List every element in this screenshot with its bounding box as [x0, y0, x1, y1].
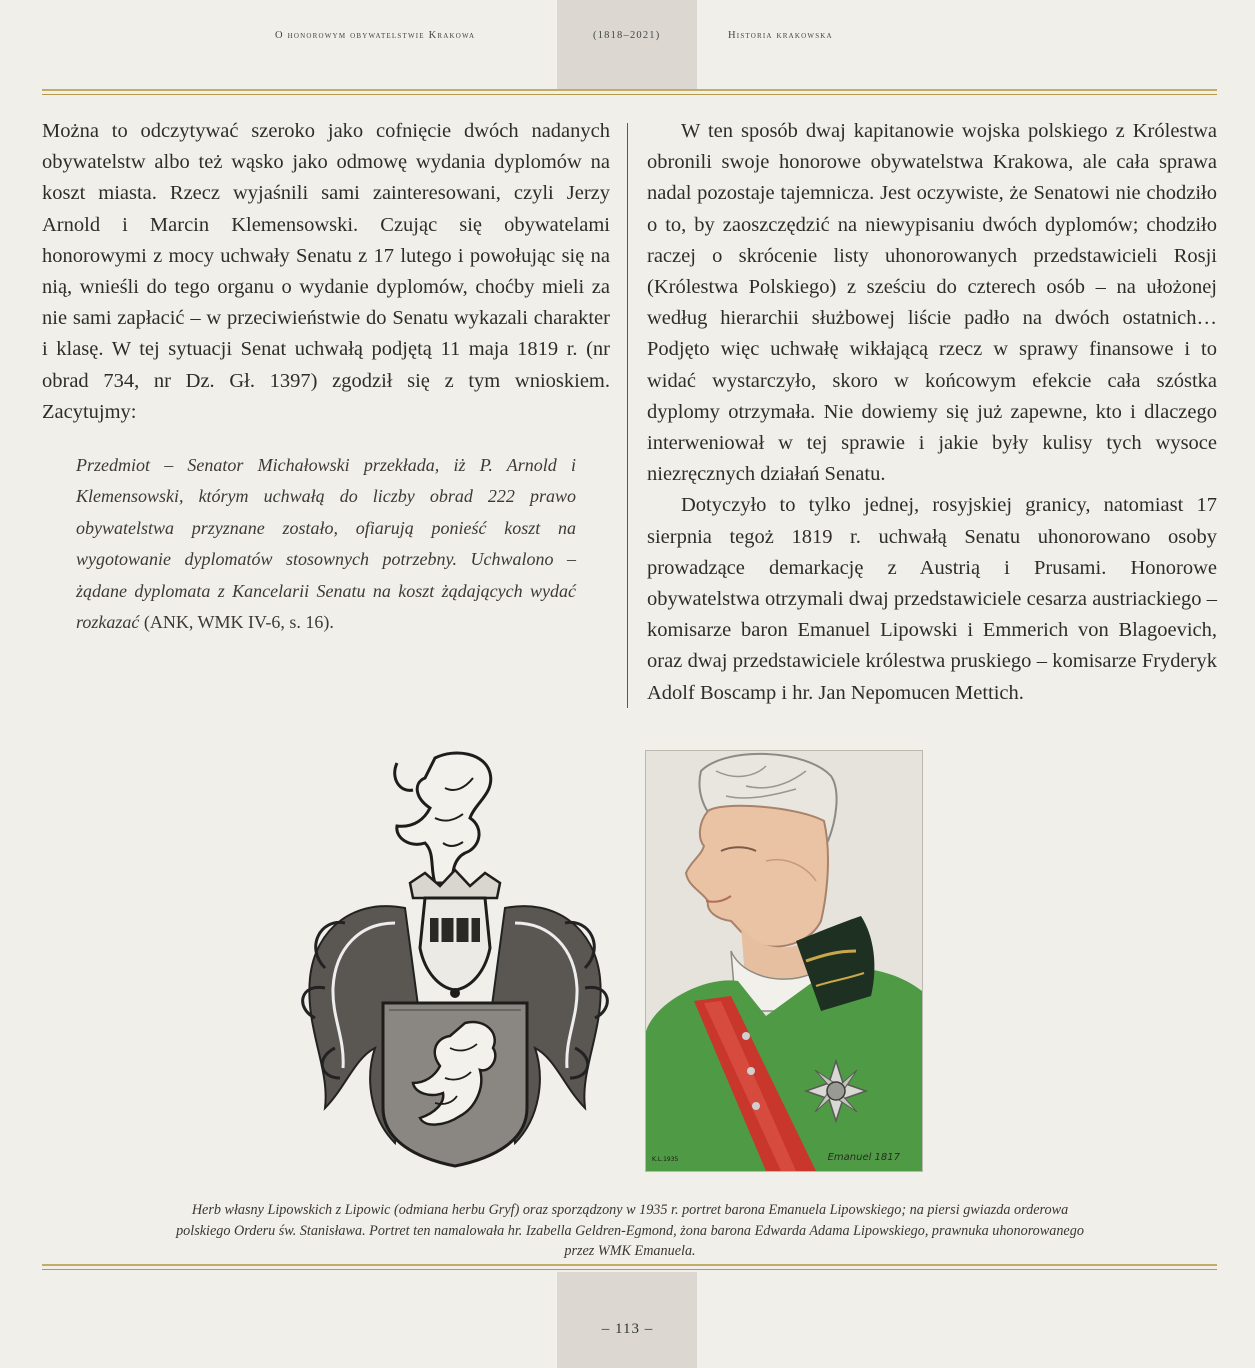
coat-of-arms-figure	[285, 748, 625, 1168]
left-column	[42, 116, 610, 638]
archival-quote	[76, 450, 576, 638]
left-paragraph: Można to odczytywać szeroko jako cofnięcie dwóch nadanych obywatelstw albo też wąsko jako odmowę wydania dyplomów na koszt miasta. Rzecz wyjaśnili sami zainteresowani, czyli Jerzy Arnold i Marcin Klemensowski. Czując się obywatelami honorowymi z mocy uchwały Senatu z 17 lutego i powołując się na nią, wnieśli do tego organu o wydanie dyplomów, choćby mieli za nie sami zapłacić – w przeciwieństwie do Senatu wykazali charakter i klasę. W tej sytuacji Senat uchwałą podjętą 11 maja 1819 r. (nr obrad 734, nr Dz. Gł. 1397) zgodził się z tym wnioskiem. Zacytujmy:	[42, 120, 610, 423]
running-head-section: Historia krakowska	[728, 30, 833, 41]
running-head	[0, 30, 1255, 50]
portrait-figure	[645, 750, 923, 1172]
right-paragraph-2: Dotyczyło to tylko jednej, rosyjskiej granicy, natomiast 17 sierpnia tegoż 1819 r. uchwałą Senatu uhonorowano osoby prowadzące demarkację z Austrią i Prusami. Honorowe obywatelstwa otrzymali dwaj przedstawiciele cesarza austriackiego – komisarze baron Emanuel Lipowski i Emmerich von Blagoevich, oraz dwaj przedstawiciele królestwa pruskiego – komisarze Fryderyk Adolf Boscamp i hr. Jan Nepomucen Mettich.	[647, 494, 1217, 704]
page-number: – 113 –	[601, 1321, 654, 1337]
quote-citation: (ANK, WMK IV-6, s. 16).	[139, 612, 334, 633]
quote-text: Przedmiot – Senator Michałowski przekłada, iż P. Arnold i Klemensowski, którym uchwałą do liczby obrad 222 prawo obywatelstwa przyznane zostało, ofiarują ponieść koszt na wygotowanie dyplomatów stosownych potrzebny. Uchwalono – żądane dyplomata z Kancelarii Senatu na koszt żądających wydać rozkazać	[76, 455, 576, 633]
right-column	[647, 116, 1217, 709]
top-gold-rule	[42, 89, 1217, 95]
running-head-years: (1818–2021)	[593, 30, 661, 41]
portrait-image	[646, 751, 922, 1171]
spine-shade-bottom	[557, 1272, 697, 1368]
column-divider	[627, 123, 628, 708]
portrait-signature: Emanuel 1817	[827, 1152, 900, 1163]
running-head-title: O honorowym obywatelstwie Krakowa	[275, 30, 476, 41]
right-paragraph-1: W ten sposób dwaj kapitanowie wojska polskiego z Królestwa obronili swoje honorowe obywatelstwa Krakowa, ale cała sprawa nadal pozostaje tajemnicza. Jest oczywiste, że Senatowi nie chodziło o to, by zaoszczędzić na niewypisaniu dwóch dyplomów; chodziło raczej o skrócenie listy uhonorowanych przedstawicieli Rosji (Królestwa Polskiego) z sześciu do czterech osób – na ułożonej według hierarchii służbowej liście padło na dwóch ostatnich… Podjęto więc uchwałę wikłającą rzecz w sprawy finansowe i to widać wystarczyło, skoro w końcowym efekcie cała szóstka dyplomy otrzymała. Nie dowiemy się już zapewne, kto i dlaczego interweniował w tej sprawie i jakie były kulisy tych wysoce niezręcznych działań Senatu.	[647, 120, 1217, 486]
portrait-artist-mark: K.L.1935	[652, 1156, 679, 1163]
figure-caption: Herb własny Lipowskich z Lipowic (odmiana herbu Gryf) oraz sporządzony w 1935 r. portret barona Emanuela Lipowskiego; na piersi gwiazda orderowa polskiego Orderu św. Stanisława. Portret ten namalowała hr. Izabella Geldren-Egmond, żona barona Edwarda Adama Lipowskiego, prawnuka uhonorowanego przez WMK Emanuela.	[176, 1202, 1084, 1259]
bottom-gold-rule	[42, 1264, 1217, 1270]
coat-of-arms-image	[285, 748, 625, 1168]
